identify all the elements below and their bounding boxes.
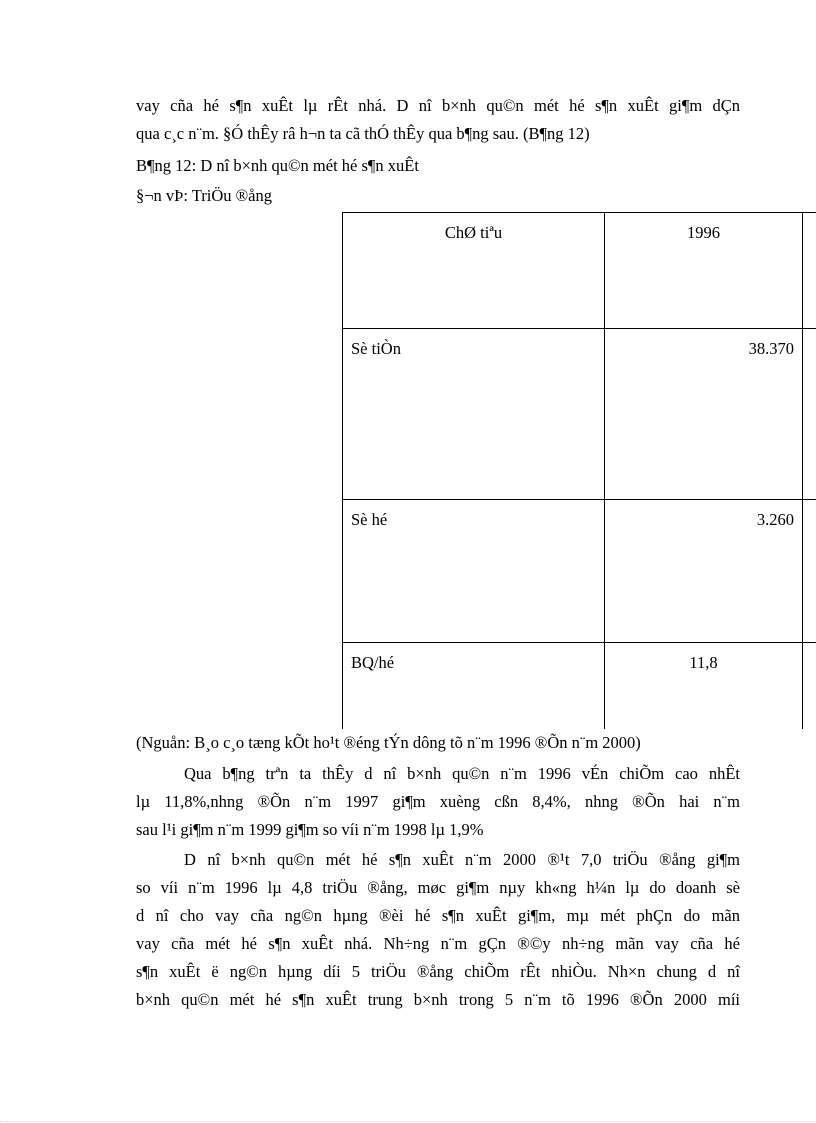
row-value: 3.260 [605, 500, 803, 643]
row-label: Sè hé [343, 500, 605, 643]
table-row [343, 643, 816, 730]
data-table [342, 212, 816, 729]
row-value: 11,8 [605, 643, 803, 730]
para2-line-6: b×nh qu©n mét hé s¶n xuÊt trung b×nh trong 5 n¨m tõ 1996 ®Õn 2000 míi [136, 990, 740, 1009]
table-title: B¶ng 12: D nî b×nh qu©n mét hé s¶n xuÊt [136, 156, 419, 175]
table-row [343, 500, 816, 643]
table-row [343, 329, 816, 500]
header-indicator: ChØ tiªu [343, 213, 605, 329]
row-value: 38.370 [605, 329, 803, 500]
intro-line-1: vay cña hé s¶n xuÊt lµ rÊt nhá. D nî b×nh qu©n mét hé s¶n xuÊt gi¶m dÇn [136, 96, 740, 115]
para1-line-1: Qua b¶ng trªn ta thÊy d nî b×nh qu©n n¨m 1996 vÉn chiÕm cao nhÊt [184, 764, 740, 783]
row-label: Sè tiÒn [343, 329, 605, 500]
para1-line-2: lµ 11,8%,nhng ®Õn n¨m 1997 gi¶m xuèng cßn 8,4%, nhng ®Õn hai n¨m [136, 792, 740, 811]
para2-line-1: D nî b×nh qu©n mét hé s¶n xuÊt n¨m 2000 ®¹t 7,0 triÖu ®ång gi¶m [184, 850, 740, 869]
row-label: BQ/hé [343, 643, 605, 730]
header-year-1996: 1996 [605, 213, 803, 329]
source-note: (Nguån: B¸o c¸o tæng kÕt ho¹t ®éng tÝn dông tõ n¨m 1996 ®Õn n¨m 2000) [136, 733, 641, 752]
para2-line-3: d nî cho vay cña ng©n hµng ®èi hé s¶n xuÊt gi¶m, mµ mét phÇn do mãn [136, 906, 740, 925]
table-header-row [343, 213, 816, 329]
para2-line-4: vay cña mét hé s¶n xuÊt nhá. Nh÷ng n¨m gÇn ®©y nh÷ng mãn vay cña hé [136, 934, 740, 953]
para1-line-3: sau l¹i gi¶m n¨m 1999 gi¶m so víi n¨m 1998 lµ 1,9% [136, 820, 484, 839]
para2-line-2: so víi n¨m 1996 lµ 4,8 triÖu ®ång, møc gi¶m nµy kh«ng h¼n lµ do doanh sè [136, 878, 740, 897]
data-table-container [342, 212, 816, 729]
intro-line-2: qua c¸c n¨m. §Ó thÊy râ h¬n ta cã thÓ thÊy qua b¶ng sau. (B¶ng 12) [136, 124, 590, 143]
header-cut-off [803, 213, 816, 329]
page-bottom-divider [0, 1121, 816, 1122]
unit-label: §¬n vÞ: TriÖu ®ång [136, 186, 272, 205]
para2-line-5: s¶n xuÊt ë ng©n hµng díi 5 triÖu ®ång chiÕm rÊt nhiÒu. Nh×n chung d nî [136, 962, 740, 981]
